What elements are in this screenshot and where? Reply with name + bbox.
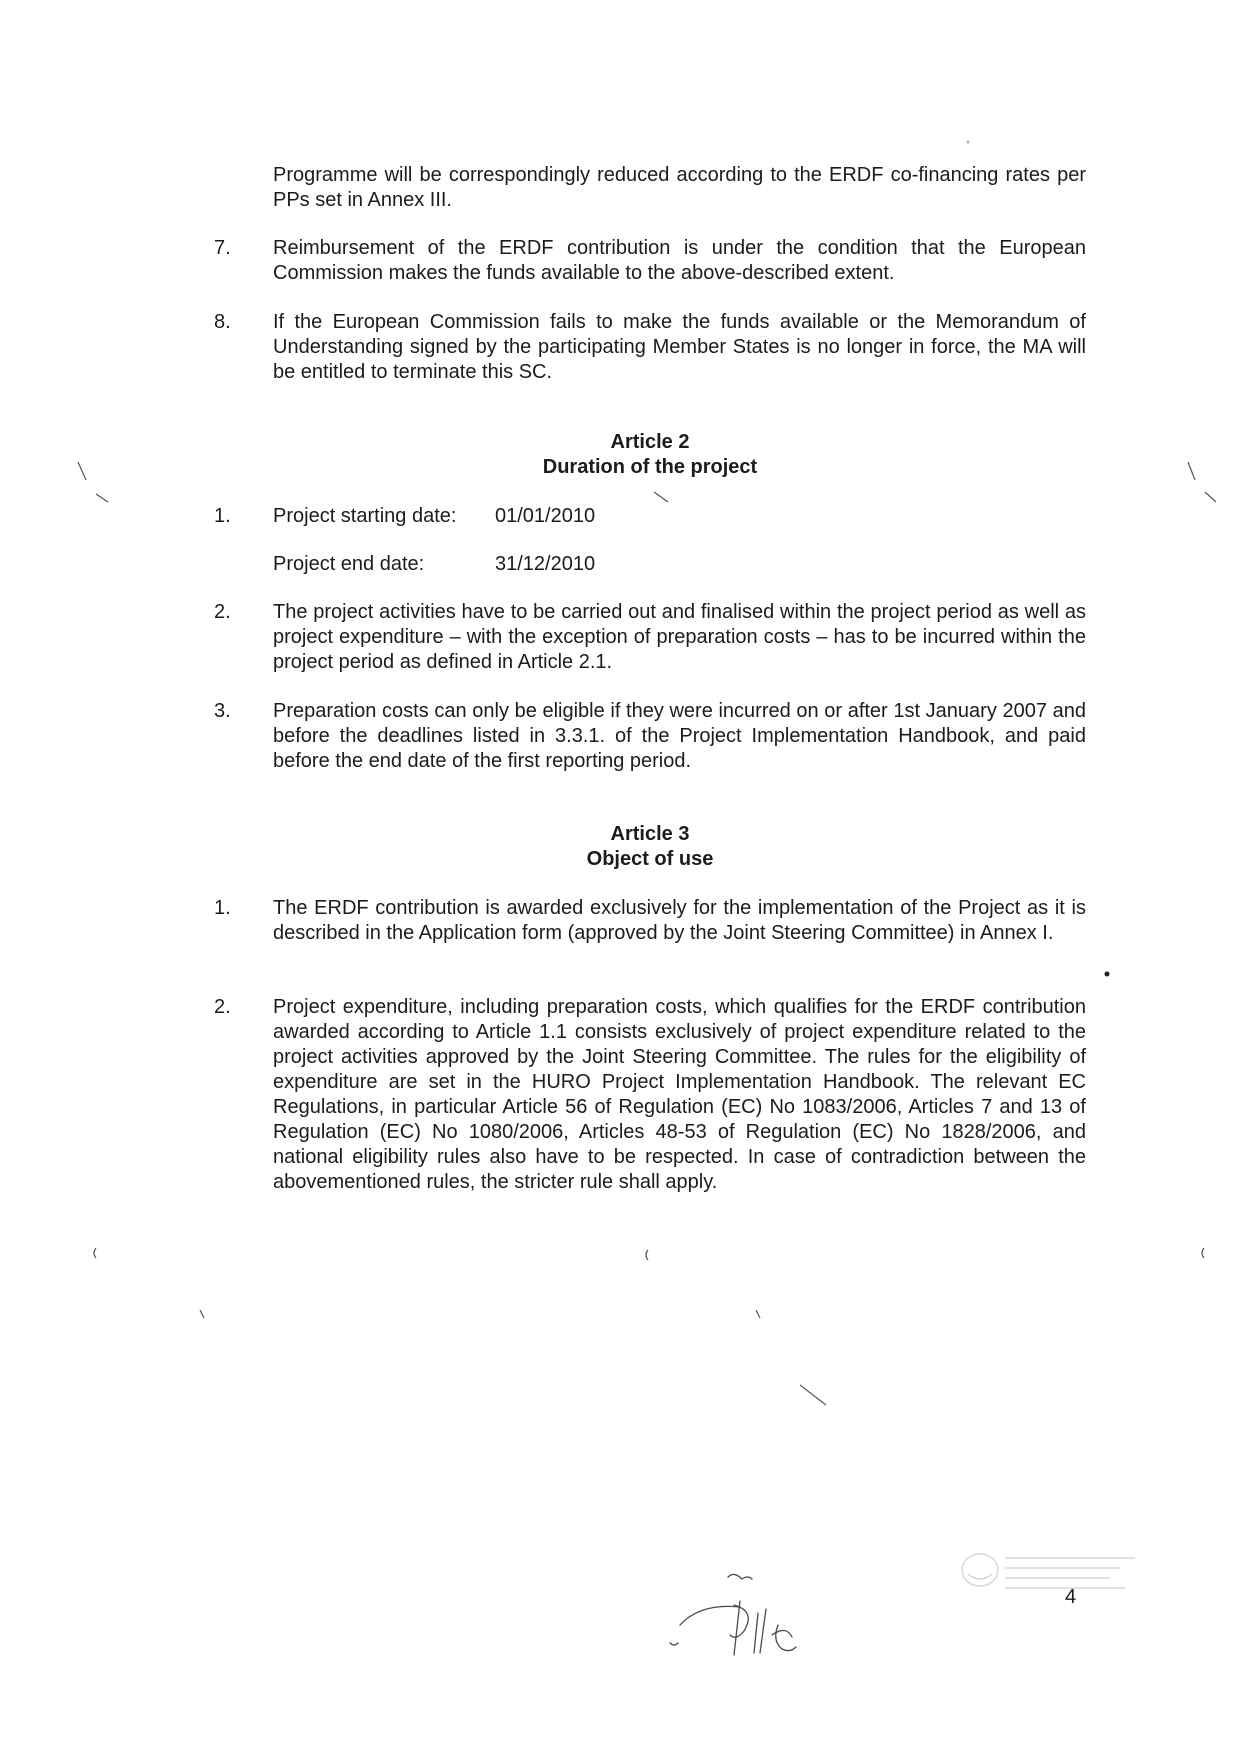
- item-text: If the European Commission fails to make the funds available or the Memorandum of Understanding signed by the participating Member States is no longer in force, the MA will be entitled to terminate this SC.: [273, 311, 1086, 383]
- item-text: Reimbursement of the ERDF contribution is under the condition that the European Commission makes the funds available to the above-described extent.: [273, 237, 1086, 284]
- item-number: 2.: [214, 996, 231, 1018]
- item-number: 2.: [214, 601, 231, 623]
- item-text: The project activities have to be carried out and finalised within the project period as well as project expenditure – with the exception of preparation costs – has to be incurred within the project period as defined in Article 2.1.: [273, 601, 1086, 673]
- faint-stamp: [950, 1540, 1140, 1610]
- item-number: 7.: [214, 237, 231, 259]
- item-text: Preparation costs can only be eligible if they were incurred on or after 1st January 2007 and before the deadlines listed in 3.3.1. of the Project Implementation Handbook, and paid before the end date of the first reporting period.: [273, 700, 1086, 772]
- end-date-value: 31/12/2010: [495, 553, 596, 575]
- article-title: Object of use: [586, 848, 714, 870]
- item-number: 1.: [214, 505, 231, 527]
- start-date-label: Project starting date:: [273, 505, 457, 527]
- article-3-heading-block: [400, 822, 900, 872]
- item-text: Project expenditure, including preparation costs, which qualifies for the ERDF contribution awarded according to Article 1.1 consists exclusively of project expenditure related to the project activities approved by the Joint Steering Committee. The rules for the eligibility of expenditure are set in the HURO Project Implementation Handbook. The relevant EC Regulations, in particular Article 56 of Regulation (EC) No 1083/2006, Articles 7 and 13 of Regulation (EC) No 1080/2006, Articles 48-53 of Regulation (EC) No 1828/2006, and national eligibility rules also have to be respected. In case of contradiction between the abovementioned rules, the stricter rule shall apply.: [273, 996, 1086, 1193]
- article-heading: Article 2: [610, 431, 690, 453]
- item-number: 1.: [214, 897, 231, 919]
- article-2-heading-block: [400, 430, 900, 480]
- end-date-label: Project end date:: [273, 553, 425, 575]
- continuation-paragraph: Programme will be correspondingly reduced according to the ERDF co-financing rates per PPs set in Annex III.: [273, 164, 1086, 211]
- item-number: 3.: [214, 700, 231, 722]
- page-number: 4: [1065, 1586, 1077, 1608]
- article-heading: Article 3: [610, 823, 690, 845]
- item-number: 8.: [214, 311, 231, 333]
- article-title: Duration of the project: [542, 456, 758, 478]
- handwritten-signature: [660, 1565, 820, 1665]
- item-text: The ERDF contribution is awarded exclusively for the implementation of the Project as it is described in the Application form (approved by the Joint Steering Committee) in Annex I.: [273, 897, 1086, 944]
- start-date-value: 01/01/2010: [495, 505, 596, 527]
